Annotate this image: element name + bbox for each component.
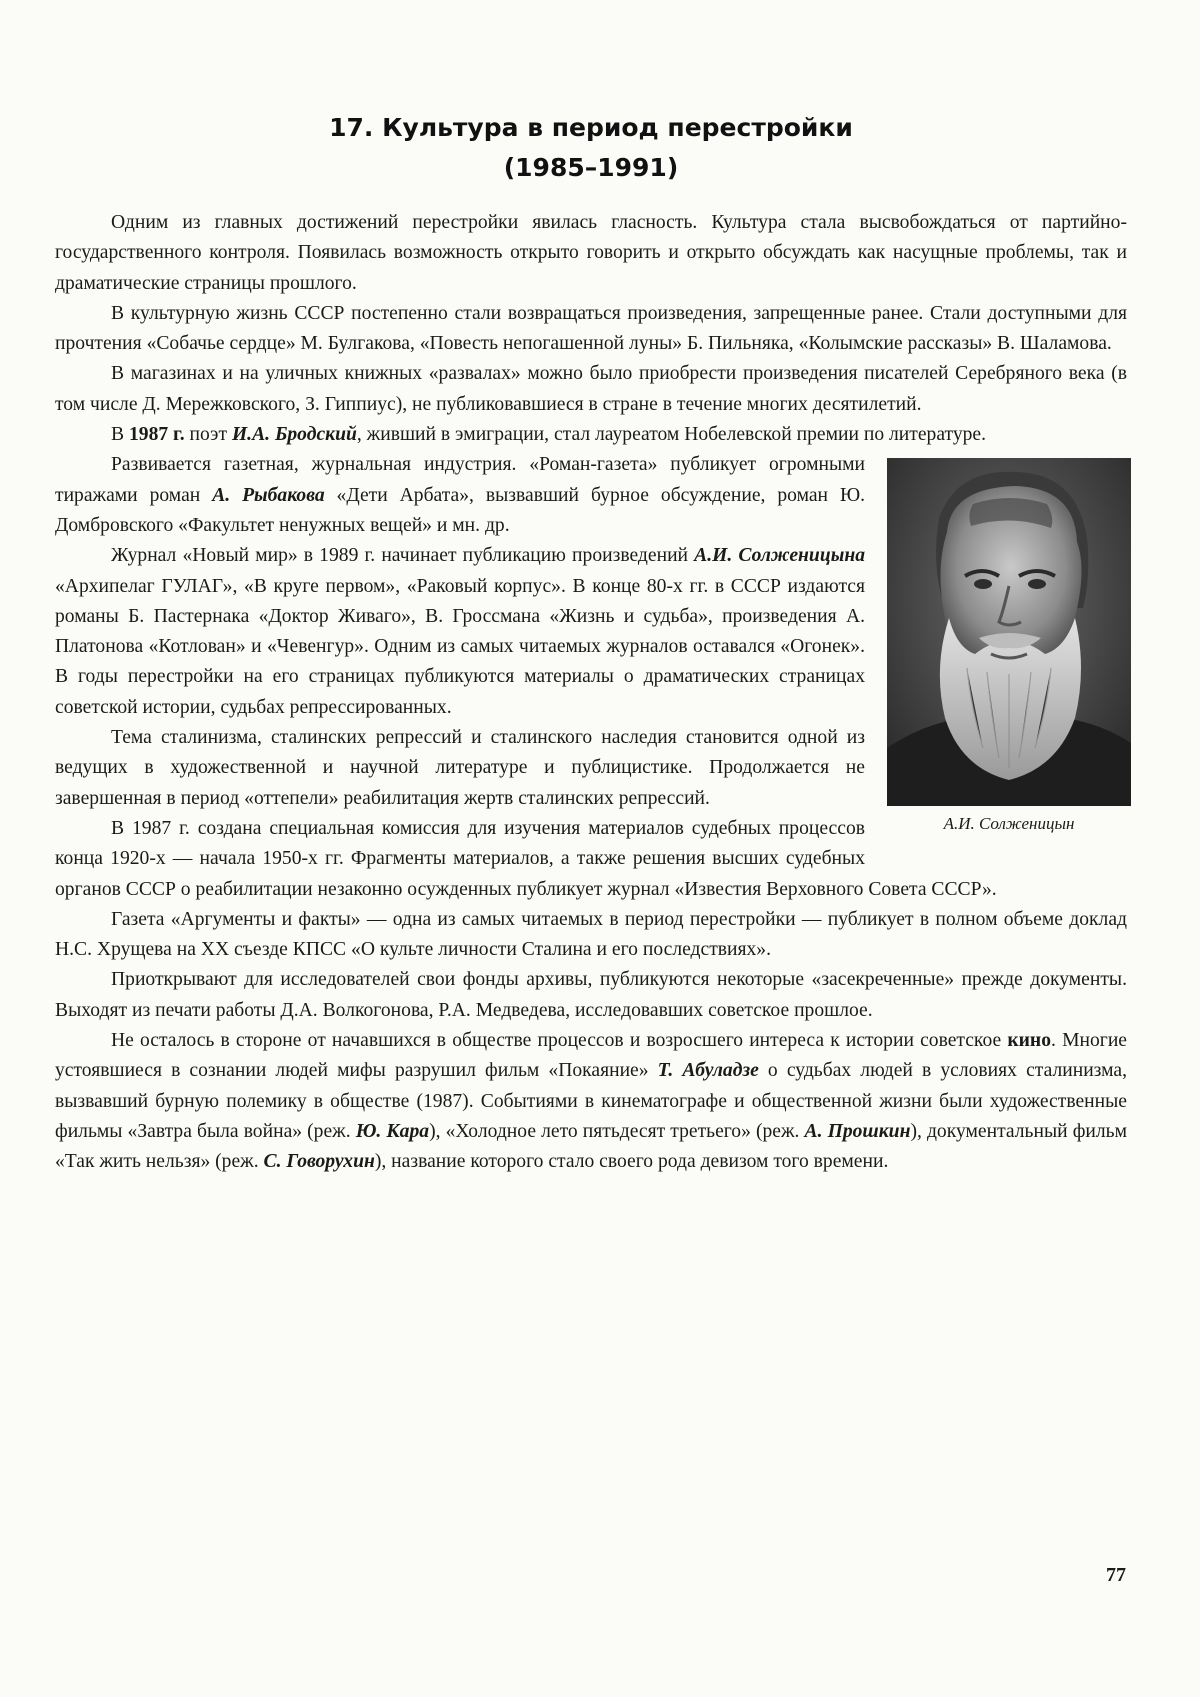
paragraph-2: В культурную жизнь СССР постепенно стали возвращаться произведения, запрещенные ранее. Стали доступными для прочтения «Собачье сердце» М. Булгакова, «Повесть непогашенной луны» Б. Пильняка, «Колымские рассказы» В. Шаламова. — [55, 302, 1127, 355]
paragraph-10: Приоткрывают для исследователей свои фонды архивы, публикуются некоторые «засекреченные» прежде документы. Выходят из печати работы Д.А. Волкогонова, Р.А. Медведева, исследовавших советское прошлое. — [55, 969, 1127, 1021]
portrait-caption: А.И. Солженицын — [943, 814, 1075, 834]
page-content — [55, 100, 1127, 1178]
paragraph-9: Газета «Аргументы и факты» — одна из самых читаемых в период перестройки — публикует в полном объеме доклад Н.С. Хрущева на XX съезде КПСС «О культе личности Сталина и его последствиях». — [55, 908, 1127, 961]
paragraph-5: Развивается газетная, журнальная индустрия. «Роман-газета» публикует огромными тиражами роман А. Рыбакова «Дети Арбата», вызвавший бурное обсуждение, роман Ю. Домбровского «Факультет ненужных вещей» и мн. др. — [55, 454, 865, 536]
paragraph-3: В магазинах и на уличных книжных «развалах» можно было приобрести произведения писателей Серебряного века (в том числе Д. Мережковского, З. Гиппиус), не публиковавшиеся в стране в течение многих десятилетий. — [55, 363, 1127, 415]
page-number: 77 — [1106, 1564, 1126, 1586]
portrait-photo — [887, 458, 1131, 806]
chapter-title — [55, 108, 1127, 188]
paragraph-6: Журнал «Новый мир» в 1989 г. начинает публикацию произведений А.И. Солженицына «Архипелаг ГУЛАГ», «В круге первом», «Раковый корпус». В конце 80-х гг. в СССР издаются романы Б. Пастернака «Доктор Живаго», В. Гроссмана «Жизнь и судьба», произведения А. Платонова «Котлован» и «Чевенгур». Одним из самых читаемых журналов оставался «Огонек». В годы перестройки на его страницах публикуются материалы о драматических страницах советской истории, судьбах репрессированных. — [55, 545, 866, 718]
portrait-photo-icon — [887, 458, 1131, 806]
paragraph-7: Тема сталинизма, сталинских репрессий и сталинского наследия становится одной из ведущих в художественной и научной литературе и публицистике. Продолжается не завершенная в период «оттепели» реабилитация жертв сталинских репрессий. — [55, 727, 865, 809]
paragraph-4: В 1987 г. поэт И.А. Бродский, живший в эмиграции, стал лауреатом Нобелевской премии по литературе. — [111, 424, 987, 446]
paragraph-1: Одним из главных достижений перестройки явилась гласность. Культура стала высвобождаться от партийно-государственного контроля. Появилась возможность открыто говорить и открыто обсуждать как насущные проблемы, так и драматические страницы прошлого. — [55, 212, 1127, 294]
paragraph-8: В 1987 г. создана специальная комиссия для изучения материалов судебных процессов конца 1920-х — начала 1950-х гг. Фрагменты материалов, а также решения высших судебных органов СССР о реабилитации незаконно осужденных публикует журнал «Известия Верховного Совета СССР». — [55, 817, 997, 900]
portrait-figure — [887, 458, 1131, 838]
paragraph-11: Не осталось в стороне от начавшихся в обществе процессов и возросшего интереса к истории советское кино. Многие устоявшиеся в сознании людей мифы разрушил фильм «Покаяние» Т. Абуладзе о судьбах людей в условиях сталинизма, вызвавший бурную полемику в обществе (1987). Событиями в кинематографе и общественной жизни были художественные фильмы «Завтра была война» (реж. Ю. Кара), «Холодное лето пятьдесят третьего» (реж. А. Прошкин), документальный фильм «Так жить нельзя» (реж. С. Говорухин), название которого стало своего рода девизом того времени. — [55, 1030, 1128, 1173]
chapter-title-line1: 17. Культура в период перестройки — [329, 113, 853, 142]
chapter-title-line2: (1985–1991) — [503, 153, 679, 182]
